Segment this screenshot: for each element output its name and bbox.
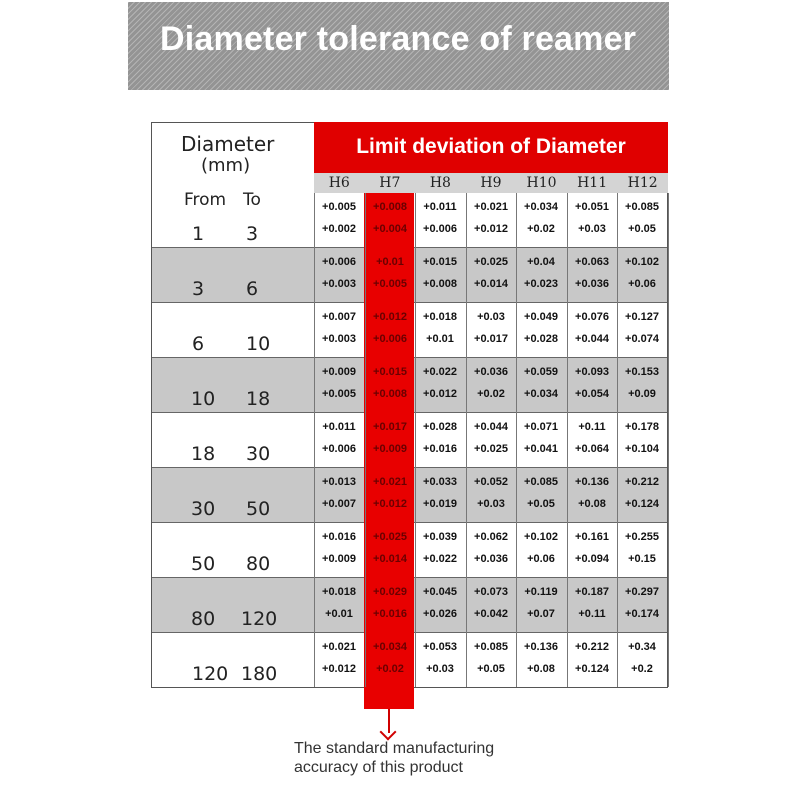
tolerance-cell (567, 248, 617, 302)
lower-deviation: +0.08 (527, 663, 555, 675)
tolerance-cell (617, 578, 667, 632)
tolerance-cell (365, 578, 415, 632)
tolerance-cell (617, 633, 667, 687)
upper-deviation: +0.212 (575, 641, 609, 653)
tolerance-cell (314, 248, 364, 302)
lower-deviation: +0.036 (474, 553, 508, 565)
limit-deviation-title: Limit deviation of Diameter (356, 135, 626, 158)
size-from: 120 (192, 663, 229, 685)
tolerance-cell (617, 523, 667, 577)
lower-deviation: +0.012 (373, 498, 407, 510)
upper-deviation: +0.039 (423, 531, 457, 543)
lower-deviation: +0.016 (373, 608, 407, 620)
upper-deviation: +0.018 (322, 586, 356, 598)
lower-deviation: +0.016 (423, 443, 457, 455)
lower-deviation: +0.06 (527, 553, 555, 565)
tolerance-cell (314, 413, 364, 467)
tolerance-cell (314, 358, 364, 412)
lower-deviation: +0.2 (631, 663, 653, 675)
upper-deviation: +0.136 (575, 476, 609, 488)
lower-deviation: +0.05 (628, 223, 656, 235)
upper-deviation: +0.153 (625, 366, 659, 378)
lower-deviation: +0.012 (423, 388, 457, 400)
lower-deviation: +0.15 (628, 553, 656, 565)
limit-deviation-header (314, 122, 668, 173)
tolerance-cell (314, 303, 364, 357)
lower-deviation: +0.022 (423, 553, 457, 565)
tolerance-cell (617, 248, 667, 302)
upper-deviation: +0.028 (423, 421, 457, 433)
size-to: 3 (246, 223, 259, 245)
size-from: 1 (192, 223, 205, 245)
grade-h10: H10 (526, 175, 557, 191)
lower-deviation: +0.005 (322, 388, 356, 400)
upper-deviation: +0.012 (373, 311, 407, 323)
size-to: 120 (241, 608, 278, 630)
upper-deviation: +0.011 (423, 201, 457, 213)
lower-deviation: +0.042 (474, 608, 508, 620)
lower-deviation: +0.174 (625, 608, 659, 620)
lower-deviation: +0.017 (474, 333, 508, 345)
tolerance-cell (516, 413, 566, 467)
arrow-down-icon (380, 724, 397, 741)
lower-deviation: +0.012 (322, 663, 356, 675)
lower-deviation: +0.044 (575, 333, 609, 345)
caption-line-1: The standard manufacturing (294, 740, 495, 757)
upper-deviation: +0.212 (625, 476, 659, 488)
size-from: 80 (191, 608, 216, 630)
lower-deviation: +0.054 (575, 388, 609, 400)
lower-deviation: +0.008 (423, 278, 457, 290)
tolerance-cell (365, 303, 415, 357)
tolerance-cell (567, 413, 617, 467)
lower-deviation: +0.019 (423, 498, 457, 510)
lower-deviation: +0.005 (373, 278, 407, 290)
size-to: 80 (246, 553, 271, 575)
upper-deviation: +0.063 (575, 256, 609, 268)
lower-deviation: +0.05 (527, 498, 555, 510)
size-from: 50 (191, 553, 216, 575)
lower-deviation: +0.025 (474, 443, 508, 455)
page-title: Diameter tolerance of reamer (160, 20, 637, 58)
tolerance-cell (567, 633, 617, 687)
upper-deviation: +0.102 (625, 256, 659, 268)
lower-deviation: +0.009 (322, 553, 356, 565)
upper-deviation: +0.044 (474, 421, 508, 433)
lower-deviation: +0.009 (373, 443, 407, 455)
tolerance-cell (314, 193, 364, 247)
upper-deviation: +0.03 (477, 311, 505, 323)
tolerance-cell (415, 413, 465, 467)
tolerance-cell (415, 248, 465, 302)
upper-deviation: +0.062 (474, 531, 508, 543)
lower-deviation: +0.036 (575, 278, 609, 290)
upper-deviation: +0.029 (373, 586, 407, 598)
lower-deviation: +0.01 (325, 608, 353, 620)
tolerance-cell (617, 413, 667, 467)
lower-deviation: +0.02 (376, 663, 404, 675)
tolerance-cell (466, 193, 516, 247)
lower-deviation: +0.11 (578, 608, 606, 620)
lower-deviation: +0.03 (477, 498, 505, 510)
upper-deviation: +0.34 (628, 641, 656, 653)
lower-deviation: +0.026 (423, 608, 457, 620)
lower-deviation: +0.06 (628, 278, 656, 290)
lower-deviation: +0.07 (527, 608, 555, 620)
size-to: 18 (246, 388, 271, 410)
upper-deviation: +0.11 (578, 421, 606, 433)
tolerance-cell (516, 578, 566, 632)
upper-deviation: +0.011 (322, 421, 356, 433)
tolerance-cell (314, 633, 364, 687)
tolerance-cell (617, 303, 667, 357)
tolerance-cell (567, 523, 617, 577)
upper-deviation: +0.127 (625, 311, 659, 323)
diameter-label: Diameter (181, 132, 275, 156)
lower-deviation: +0.074 (625, 333, 659, 345)
lower-deviation: +0.014 (373, 553, 407, 565)
tolerance-cell (466, 248, 516, 302)
upper-deviation: +0.119 (524, 586, 558, 598)
upper-deviation: +0.009 (322, 366, 356, 378)
tolerance-cell (567, 193, 617, 247)
caption (294, 739, 494, 777)
unit-label: (mm) (201, 155, 251, 176)
upper-deviation: +0.034 (373, 641, 407, 653)
lower-deviation: +0.02 (477, 388, 505, 400)
tolerance-cell (365, 193, 415, 247)
grade-h11: H11 (577, 175, 608, 191)
upper-deviation: +0.085 (625, 201, 659, 213)
size-to: 10 (246, 333, 271, 355)
tolerance-cell (365, 358, 415, 412)
lower-deviation: +0.002 (322, 223, 356, 235)
tolerance-cell (516, 303, 566, 357)
tolerance-cell (516, 193, 566, 247)
upper-deviation: +0.102 (524, 531, 558, 543)
size-to: 50 (246, 498, 271, 520)
upper-deviation: +0.025 (474, 256, 508, 268)
tolerance-cell (365, 413, 415, 467)
lower-deviation: +0.124 (575, 663, 609, 675)
upper-deviation: +0.015 (423, 256, 457, 268)
tolerance-cell (415, 633, 465, 687)
upper-deviation: +0.161 (575, 531, 609, 543)
tolerance-cell (516, 248, 566, 302)
tolerance-cell (415, 523, 465, 577)
tolerance-cell (617, 468, 667, 522)
tolerance-cell (415, 193, 465, 247)
lower-deviation: +0.004 (373, 223, 407, 235)
tolerance-cell (617, 358, 667, 412)
upper-deviation: +0.04 (527, 256, 555, 268)
tolerance-cell (567, 303, 617, 357)
lower-deviation: +0.034 (524, 388, 558, 400)
tolerance-cell (567, 358, 617, 412)
grade-h9: H9 (480, 175, 502, 191)
to-label: To (243, 190, 261, 210)
upper-deviation: +0.036 (474, 366, 508, 378)
lower-deviation: +0.05 (477, 663, 505, 675)
upper-deviation: +0.006 (322, 256, 356, 268)
lower-deviation: +0.008 (373, 388, 407, 400)
upper-deviation: +0.059 (524, 366, 558, 378)
from-label: From (184, 190, 227, 210)
tolerance-cell (365, 523, 415, 577)
size-from: 3 (192, 278, 205, 300)
caption-line-2: accuracy of this product (294, 759, 463, 776)
upper-deviation: +0.005 (322, 201, 356, 213)
upper-deviation: +0.051 (575, 201, 609, 213)
lower-deviation: +0.03 (578, 223, 606, 235)
tolerance-cell (415, 358, 465, 412)
upper-deviation: +0.008 (373, 201, 407, 213)
upper-deviation: +0.013 (322, 476, 356, 488)
lower-deviation: +0.007 (322, 498, 356, 510)
upper-deviation: +0.076 (575, 311, 609, 323)
upper-deviation: +0.007 (322, 311, 356, 323)
size-to: 6 (246, 278, 259, 300)
lower-deviation: +0.028 (524, 333, 558, 345)
tolerance-cell (567, 578, 617, 632)
tolerance-cell (365, 468, 415, 522)
upper-deviation: +0.093 (575, 366, 609, 378)
grade-h8: H8 (429, 175, 451, 191)
upper-deviation: +0.017 (373, 421, 407, 433)
tolerance-cell (466, 523, 516, 577)
lower-deviation: +0.104 (625, 443, 659, 455)
size-from: 10 (191, 388, 216, 410)
upper-deviation: +0.136 (524, 641, 558, 653)
tolerance-cell (365, 248, 415, 302)
upper-deviation: +0.021 (474, 201, 508, 213)
lower-deviation: +0.012 (474, 223, 508, 235)
upper-deviation: +0.01 (376, 256, 404, 268)
size-from: 30 (191, 498, 216, 520)
lower-deviation: +0.09 (628, 388, 656, 400)
upper-deviation: +0.187 (575, 586, 609, 598)
upper-deviation: +0.052 (474, 476, 508, 488)
lower-deviation: +0.003 (322, 333, 356, 345)
lower-deviation: +0.041 (524, 443, 558, 455)
size-from: 18 (191, 443, 216, 465)
tolerance-cell (567, 468, 617, 522)
upper-deviation: +0.025 (373, 531, 407, 543)
lower-deviation: +0.02 (527, 223, 555, 235)
upper-deviation: +0.178 (625, 421, 659, 433)
lower-deviation: +0.014 (474, 278, 508, 290)
upper-deviation: +0.021 (322, 641, 356, 653)
tolerance-cell (314, 523, 364, 577)
tolerance-cell (415, 578, 465, 632)
tolerance-cell (516, 633, 566, 687)
lower-deviation: +0.094 (575, 553, 609, 565)
tolerance-cell (516, 523, 566, 577)
lower-deviation: +0.006 (322, 443, 356, 455)
grade-header-row (314, 173, 668, 193)
size-from: 6 (192, 333, 205, 355)
grade-h6: H6 (328, 175, 350, 191)
tolerance-cell (466, 633, 516, 687)
lower-deviation: +0.08 (578, 498, 606, 510)
tolerance-cell (365, 633, 415, 687)
tolerance-cell (314, 578, 364, 632)
upper-deviation: +0.297 (625, 586, 659, 598)
grade-h12: H12 (627, 175, 658, 191)
lower-deviation: +0.01 (426, 333, 454, 345)
tolerance-cell (466, 578, 516, 632)
upper-deviation: +0.073 (474, 586, 508, 598)
size-to: 180 (241, 663, 278, 685)
grade-h7: H7 (379, 175, 401, 191)
tolerance-cell (516, 468, 566, 522)
tolerance-cell (415, 468, 465, 522)
tolerance-cell (314, 468, 364, 522)
upper-deviation: +0.015 (373, 366, 407, 378)
upper-deviation: +0.016 (322, 531, 356, 543)
lower-deviation: +0.124 (625, 498, 659, 510)
tolerance-cell (617, 193, 667, 247)
lower-deviation: +0.006 (423, 223, 457, 235)
upper-deviation: +0.022 (423, 366, 457, 378)
lower-deviation: +0.023 (524, 278, 558, 290)
lower-deviation: +0.064 (575, 443, 609, 455)
upper-deviation: +0.085 (474, 641, 508, 653)
upper-deviation: +0.018 (423, 311, 457, 323)
tolerance-cell (516, 358, 566, 412)
upper-deviation: +0.034 (524, 201, 558, 213)
column-divider (668, 193, 669, 687)
upper-deviation: +0.255 (625, 531, 659, 543)
lower-deviation: +0.03 (426, 663, 454, 675)
lower-deviation: +0.006 (373, 333, 407, 345)
upper-deviation: +0.049 (524, 311, 558, 323)
upper-deviation: +0.071 (524, 421, 558, 433)
tolerance-cell (466, 303, 516, 357)
upper-deviation: +0.033 (423, 476, 457, 488)
upper-deviation: +0.021 (373, 476, 407, 488)
tolerance-cell (466, 413, 516, 467)
lower-deviation: +0.003 (322, 278, 356, 290)
upper-deviation: +0.085 (524, 476, 558, 488)
tolerance-cell (466, 358, 516, 412)
tolerance-cell (415, 303, 465, 357)
size-to: 30 (246, 443, 271, 465)
upper-deviation: +0.053 (423, 641, 457, 653)
tolerance-cell (466, 468, 516, 522)
upper-deviation: +0.045 (423, 586, 457, 598)
